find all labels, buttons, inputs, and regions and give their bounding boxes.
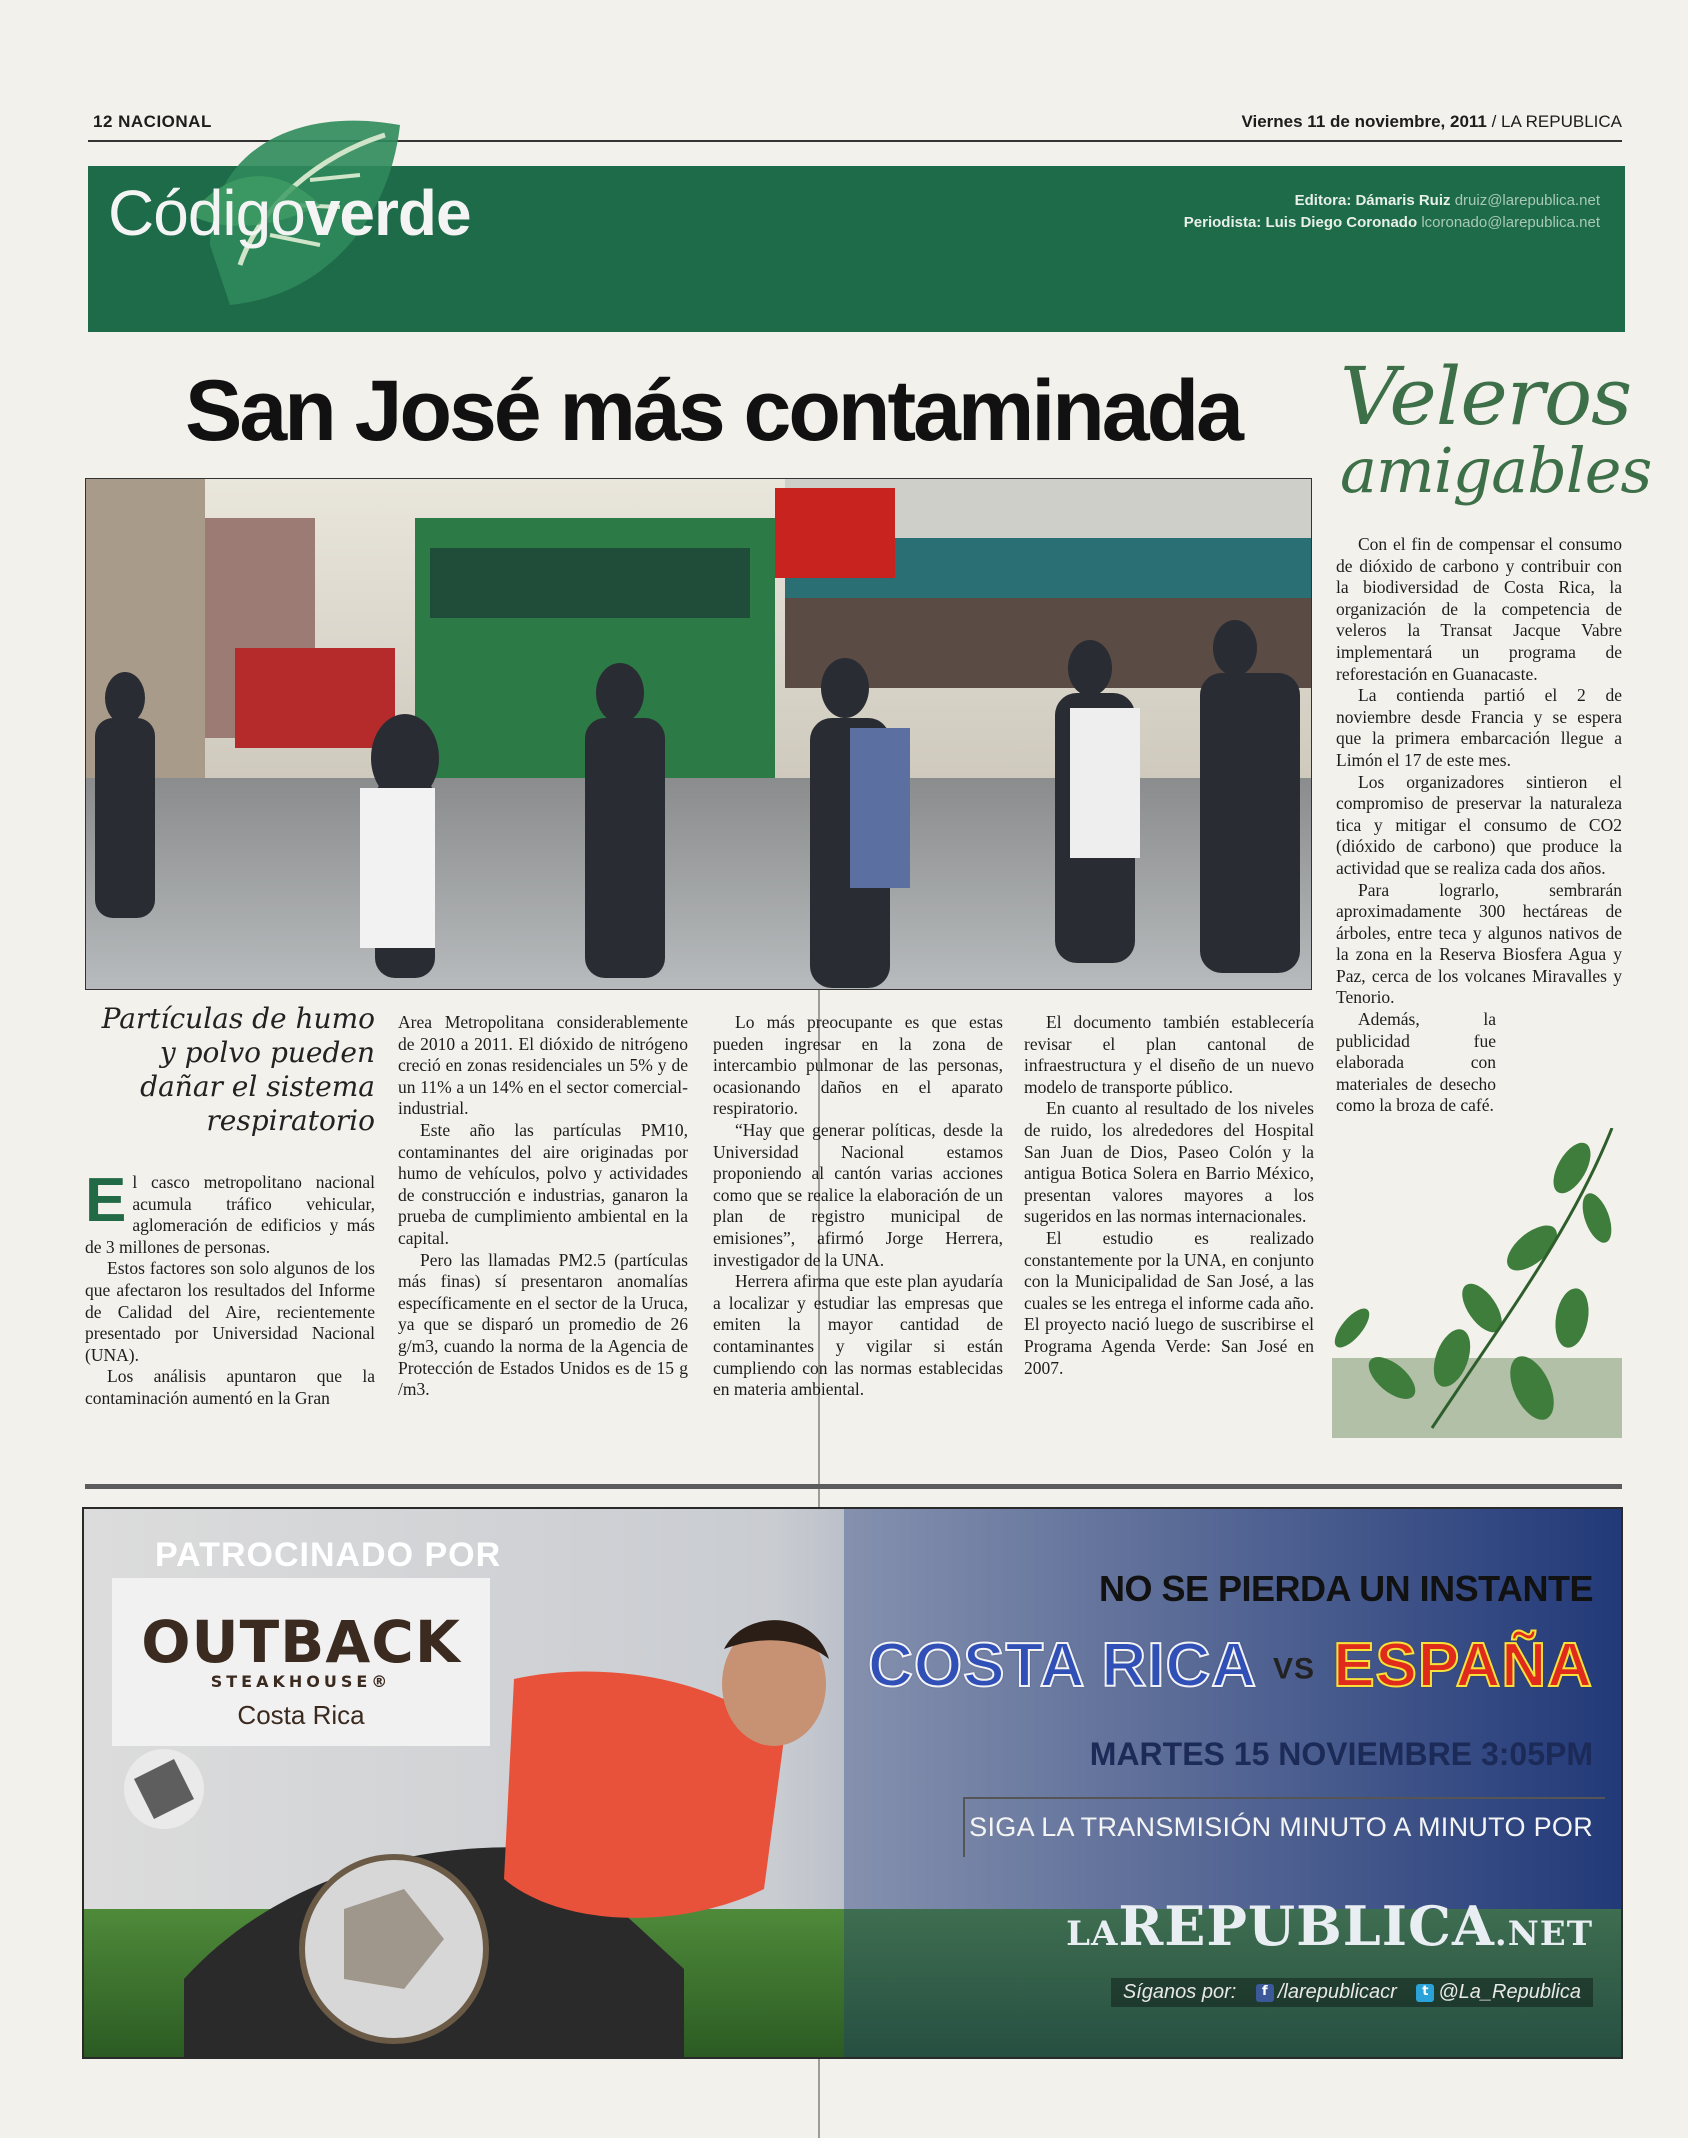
paragraph: El documento también establecería revisar el plan cantonal de infraestructura y el diseño de un nuevo modelo de transporte público. (1024, 1012, 1314, 1097)
side-article-body (1336, 534, 1622, 1117)
article-column-2 (398, 1012, 688, 1401)
editor-email: druiz@larepublica.net (1454, 192, 1600, 209)
paragraph: Estos factores son solo algunos de los que afectaron los resultados del Informe de Calidad del Aire, recientemente presentado por Universidad Nacional (UNA). (85, 1258, 375, 1365)
page-dateline: Viernes 11 de noviembre, 2011 / LA REPUBLICA (1241, 112, 1622, 131)
paragraph: Este año las partículas PM10, contaminantes del aire originadas por humo de vehículos, polvo y actividades de construcción e industrias, ganaron la prueba de cumplimiento ambiental en la capital. (398, 1119, 688, 1248)
paragraph: Con el fin de compensar el consumo de dióxido de carbono y contribuir con la biodiversidad de Costa Rica, la organización de la competencia de veleros la Transat Jacque Vabre implementará un programa de reforestación en Guanacaste. (1336, 534, 1622, 684)
ad-match-title (868, 1630, 1593, 1701)
paragraph: Area Metropolitana considerablemente de 2010 a 2011. El dióxido de nitrógeno creció en zonas residenciales un 5% y de un 11% a un 14% en el sector comercial-industrial. (398, 1012, 688, 1119)
paragraph: Además, la publicidad fue elaborada con materiales de desecho como la broza de café. (1336, 1009, 1496, 1116)
main-headline: San José más contaminada (185, 363, 1241, 459)
article-column-3 (713, 1012, 1003, 1401)
editor-credit: Editora: Dámaris Ruiz (1294, 192, 1451, 209)
team-away: ESPAÑA (1333, 1631, 1593, 1700)
sponsor-logo-subtitle: STEAKHOUSE® (210, 1672, 392, 1691)
plant-leaves-illustration (1332, 1128, 1622, 1438)
twitter-icon: t (1416, 1984, 1434, 2002)
facebook-handle: /larepublicacr (1277, 1981, 1397, 2003)
article-column-4 (1024, 1012, 1314, 1379)
paragraph: Los organizadores sintieron el compromiso de preservar la naturaleza tica y mitigar el consumo de CO2 (dióxido de carbono) que produce la actividad que se realiza cada dos años. (1336, 771, 1622, 878)
reporter-email: lcoronado@larepublica.net (1421, 214, 1600, 231)
sponsor-label: PATROCINADO POR (155, 1536, 502, 1574)
paragraph: Pero las llamadas PM2.5 (partículas más finas) sí presentaron anomalías específicamente en el sector de la Uruca, ya que se disparó un promedio de 26 g/m3, cuando la norma de la Agencia de Protección de Estados Unidos es de 15 g /m3. (398, 1249, 688, 1400)
street-scene-photo (85, 478, 1312, 990)
paragraph: En cuanto al resultado de los niveles de ruido, los alrededores del Hospital San Juan de Dios, Paseo Colón y la antigua Botica Solera en Barrio México, presentan valores mayores a los sugeridos en las normas internacionales. (1024, 1098, 1314, 1227)
sponsor-country: Costa Rica (237, 1700, 365, 1730)
side-article-title: Veleros amigables (1340, 350, 1652, 507)
facebook-icon: f (1256, 1984, 1274, 2002)
team-home: COSTA RICA (868, 1631, 1255, 1700)
versus-label: VS (1272, 1652, 1315, 1686)
ad-separator-rule (85, 1484, 1622, 1489)
paragraph: Herrera afirma que este plan ayudaría a localizar y estudiar las empresas que emiten la mayor cantidad de contaminantes y vigilar si están cumpliendo con las normas establecidas en materia ambiental. (713, 1271, 1003, 1400)
photo-caption: Partículas de humo y polvo pueden dañar el sistema respiratorio (101, 1002, 375, 1137)
staff-credits (1184, 190, 1600, 234)
ad-tagline: NO SE PIERDA UN INSTANTE (1098, 1568, 1593, 1609)
paragraph: Lo más preocupante es que estas pueden ingresar en la zona de intercambio pulmonar de las personas, ocasionando daños en el aparato respiratorio. (713, 1012, 1003, 1119)
social-links (1111, 1978, 1593, 2007)
drop-cap: E (85, 1166, 127, 1235)
paragraph: l casco metropolitano nacional acumula tráfico vehicular, aglomeración de edificios y más de 3 millones de personas. (85, 1172, 375, 1257)
reporter-credit: Periodista: Luis Diego Coronado (1183, 214, 1418, 231)
twitter-handle: @La_Republica (1438, 1981, 1581, 2003)
match-date: MARTES 15 NOVIEMBRE 3:05PM (1089, 1736, 1593, 1772)
paragraph: El estudio es realizado constantemente por la UNA, en conjunto con la Municipalidad de San José, a las cuales se les entrega el informe cada año. El proyecto nació luego de suscribirse el Programa Agenda Verde: San José en 2007. (1024, 1227, 1314, 1378)
sponsor-logo: OUTBACK (141, 1608, 461, 1676)
social-label: Síganos por: (1122, 1981, 1237, 2003)
article-column-1 (85, 1166, 375, 1410)
issue-date: Viernes 11 de noviembre, 2011 (1241, 112, 1487, 131)
paragraph: Los análisis apuntaron que la contaminación aumentó en la Gran (85, 1366, 375, 1408)
ad-follow-text: SIGA LA TRANSMISIÓN MINUTO A MINUTO POR (969, 1812, 1593, 1842)
paragraph: La contienda partió el 2 de noviembre desde Francia y se espera que la primera embarcación llegue a Limón el 17 de este mes. (1336, 685, 1622, 770)
publication-name: LA REPUBLICA (1501, 112, 1622, 131)
paragraph: “Hay que generar políticas, desde la Universidad Nacional estamos proponiendo al cantón varias acciones como que se realice la elaboración de un plan de registro municipal de emisiones”, afirmó Jorge Herrera, investigador de la UNA. (713, 1119, 1003, 1270)
paragraph: Para lograrlo, sembrarán aproximadamente 300 hectáreas de árboles, entre teca y algunos nativos de la zona en la Reserva Biosfera Agua y Paz, cerca de los volcanes Miravalles y Tenorio. (1336, 879, 1622, 1008)
larepublica-logo: LAREPUBLICA.NET (1066, 1894, 1593, 1958)
page-section-label: 12 NACIONAL (93, 112, 212, 131)
section-title: Códigoverde (108, 177, 471, 249)
